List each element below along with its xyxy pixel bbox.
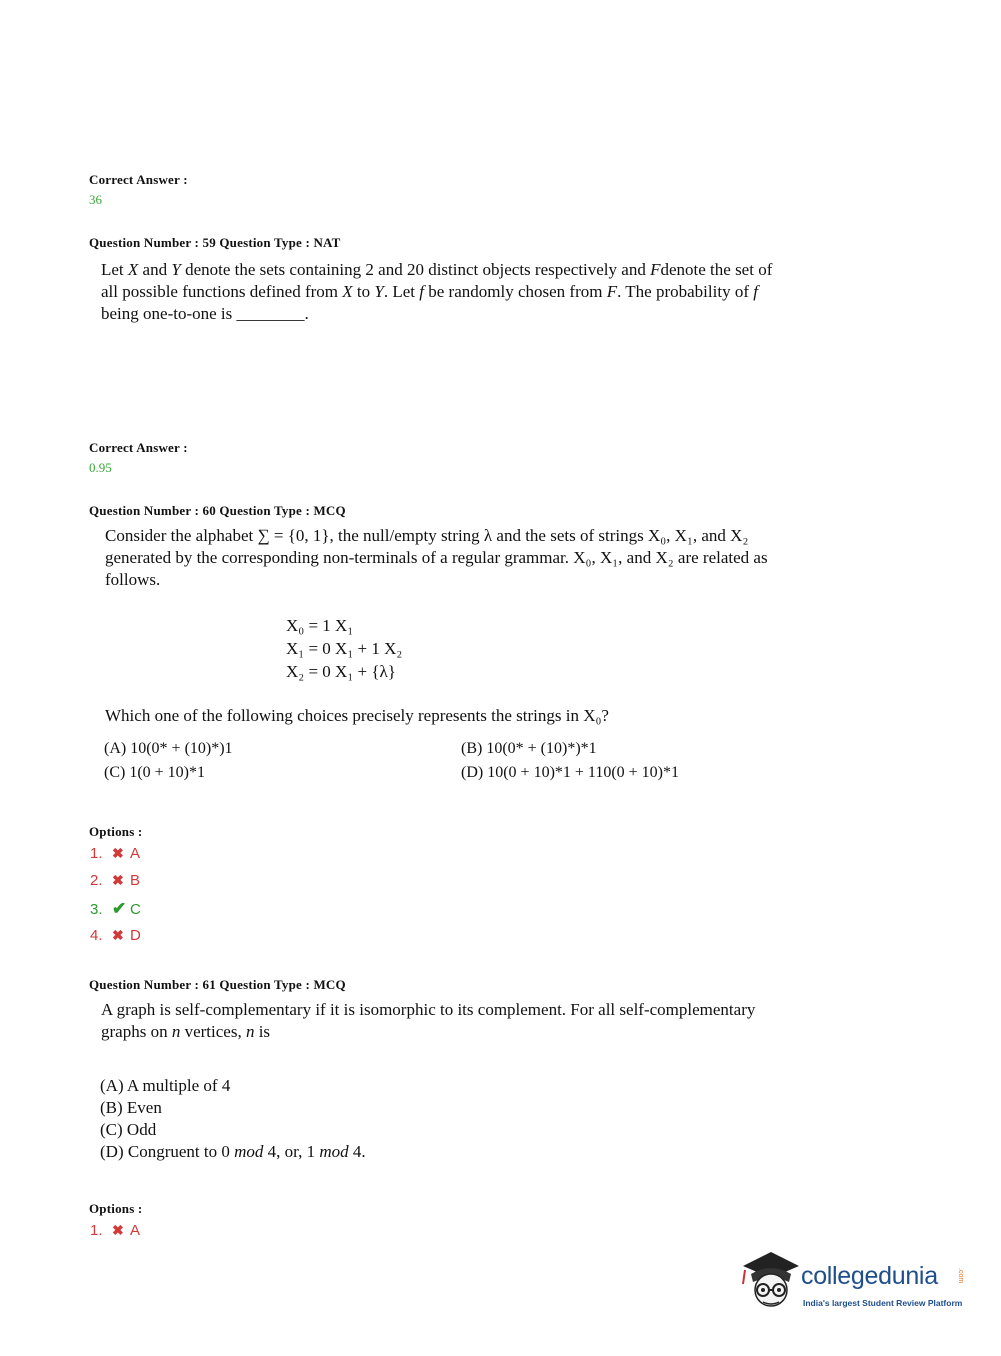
brand-domain: .com [957, 1268, 964, 1284]
options-label: Options : [89, 1201, 143, 1216]
question-line: Consider the alphabet ∑ = {0, 1}, the null/empty string λ and the sets of strings X₀, X₁, and X₂ [105, 526, 749, 545]
question-line: follows. [105, 570, 161, 589]
question-text [101, 259, 861, 325]
question-line: Let X and Y denote the sets containing 2 and 20 distinct objects respectively and Fdenote the set of [101, 260, 773, 279]
question-line: graphs on n vertices, n is [101, 1022, 271, 1041]
wrong-icon: ✖ [112, 1222, 124, 1238]
brand-name: collegedunia [801, 1262, 938, 1290]
equation: X₀ = 1 X₁ [286, 616, 354, 635]
option-row-correct: 3. ✔ C [90, 899, 141, 918]
question-line: being one-to-one is ________. [101, 304, 309, 323]
choice-d: (D) Congruent to 0 mod 4, or, 1 mod 4. [100, 1142, 366, 1161]
option-row: 2. ✖ B [90, 872, 141, 889]
choice-c: (C) 1(0 + 10)*1 [104, 764, 206, 781]
options-label: Options : [89, 824, 143, 839]
collegedunia-logo [741, 1248, 971, 1320]
choice-b: (B) Even [100, 1098, 162, 1117]
brand-tagline: India's largest Student Review Platform [803, 1298, 963, 1308]
correct-answer-label: Correct Answer : [89, 172, 188, 187]
correct-answer-value: 36 [89, 192, 102, 207]
question-header: Question Number : 59 Question Type : NAT [89, 235, 341, 250]
wrong-icon: ✖ [112, 845, 124, 861]
question-text [101, 999, 861, 1043]
question-prompt: Which one of the following choices precisely represents the strings in X₀? [105, 706, 609, 725]
choice-a: (A) A multiple of 4 [100, 1076, 231, 1095]
choices-list [100, 1075, 366, 1163]
equation: X₂ = 0 X₁ + {λ} [286, 662, 396, 681]
wrong-icon: ✖ [112, 927, 124, 943]
equation: X₁ = 0 X₁ + 1 X₂ [286, 639, 403, 658]
option-row: 4. ✖ D [90, 927, 141, 944]
question-header: Question Number : 61 Question Type : MCQ [89, 977, 346, 992]
correct-answer-value: 0.95 [89, 460, 112, 475]
option-row: 1. ✖ A [90, 845, 141, 862]
question-line: all possible functions defined from X to Y. Let f be randomly chosen from F. The probability of f [101, 282, 758, 301]
grammar-equations [286, 614, 402, 683]
option-row: 1. ✖ A [90, 1222, 141, 1239]
check-icon: ✔ [112, 899, 127, 918]
choice-b: (B) 10(0* + (10)*)*1 [461, 740, 597, 757]
choice-a: (A) 10(0* + (10)*)1 [104, 740, 233, 757]
correct-answer-label: Correct Answer : [89, 440, 188, 455]
choice-c: (C) Odd [100, 1120, 157, 1139]
question-header: Question Number : 60 Question Type : MCQ [89, 503, 346, 518]
wrong-icon: ✖ [112, 872, 124, 888]
mascot-icon [741, 1248, 801, 1314]
question-text [105, 525, 865, 591]
choice-d: (D) 10(0 + 10)*1 + 110(0 + 10)*1 [461, 764, 679, 781]
question-line: generated by the corresponding non-terminals of a regular grammar. X₀, X₁, and X₂ are related as [105, 548, 768, 567]
question-line: A graph is self-complementary if it is isomorphic to its complement. For all self-complementary [101, 1000, 756, 1019]
